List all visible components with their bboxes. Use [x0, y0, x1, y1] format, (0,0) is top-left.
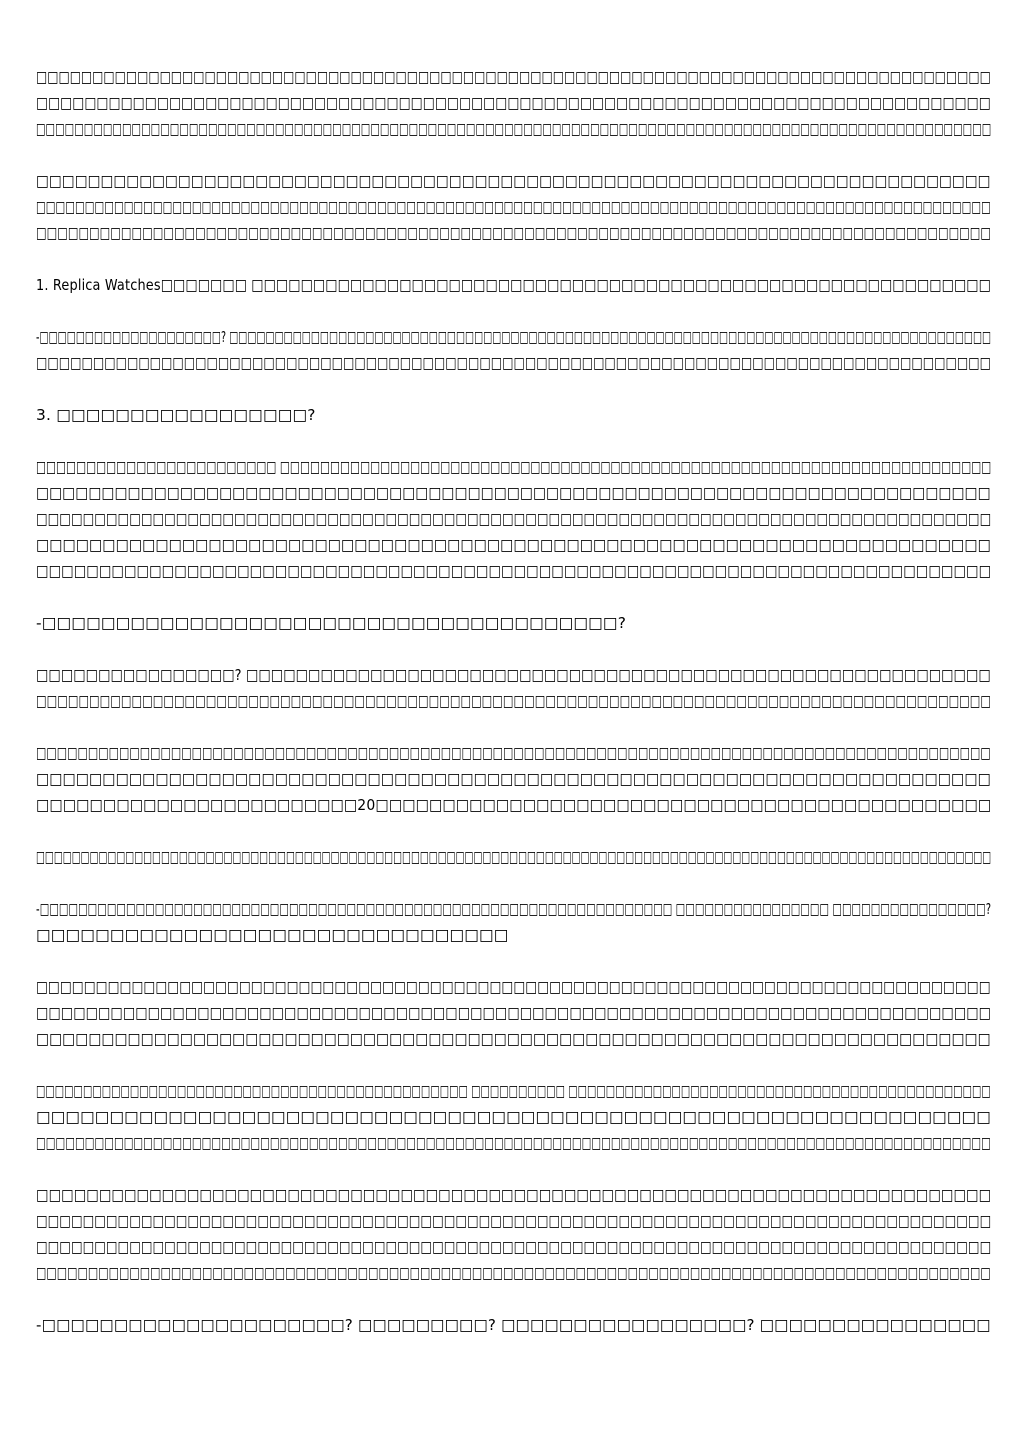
paragraph-10	[36, 844, 996, 870]
paragraph-3	[36, 272, 996, 298]
paragraph-6	[36, 454, 996, 584]
text-line: 3. □□□□□□□□□□□□□□□□□?	[36, 406, 316, 424]
text-line: □□□□□□□□□□□□□□□□□□□□□□□□□□□□□□□□□□□□□□□□□□□□□□□□□□□□□□□□□□□□□□□□□□□□□□□□□□□□□□□□□□□□□	[36, 68, 991, 86]
text-line: □□□□□□□□□□□□□□□□□□□□□□□□□□□□□□□□□□□□□□□□□□□□□□□□□□□□□□□□□□□□□□□□□□□□□□□□□□□□□□□□□□□□□□□□□□□□	[36, 1264, 991, 1282]
text-line: -□□□□□□□□□□□□□□□□□□□□? □□□□□□□□□□□□□□□□□□□□□□□□□□□□□□□□□□□□□□□□□□□□□□□□□□□□□□□□□□□□□□□□□□□□□□□□□□□□□□□□□□□□	[36, 328, 992, 346]
text-line: -□□□□□□□□□□□□□□□□□□□□□□□□□□□□□□□□□□□□□□□□□□□□□□□□□□□□□□□□□□□□□□□□□□ □□□□□□□□□□□□□□□□ □□□□□□□□□□□□□□□□?	[36, 900, 992, 918]
text-line: 1. Replica Watches□□□□□□□ □□□□□□□□□□□□□□□□□□□□□□□□□□□□□□□□□□□□□□□□□□□□□□□□□□□□□□□□□□□□	[36, 276, 991, 294]
text-line: □□□□□□□□□□□□□□□□□□□□□□□□□□□□□□□□□□□□□□□□□□□□□□□□□□□□□□□□□□□□□□□□□□□□□□□□□□	[36, 172, 991, 190]
paragraph-9	[36, 740, 996, 818]
paragraph-13	[36, 1078, 996, 1156]
paragraph-8	[36, 662, 996, 714]
text-line: □□□□□□□□□□□□□□□□□□□□□□□□□□□□□□□□□□□□□□□□□□□□□□□□□□□□□□□□□□□□□□□□□□□□□□□□□□□□□□□□□□□□□□□□□□□□□□□□□□□□□□□□□□□	[36, 848, 992, 866]
document-page	[36, 64, 996, 1364]
text-line: □□□□□□□□□□□□□□□□□□□□□□□□□□□□□□□□□□□□□□□□□□□□□□□□□□□□□□□□□□□□□□□□□□□□□□□□□□□□□□□□□□□□□□□□□□□□□□□□□□	[36, 198, 991, 216]
text-line: □□□□□□□□□□□□□□□□□□□□□□□□□□□□□□□□□□□□□□□□□□□□□□□□□□□□□□□□□□□□□□□□□□□□□□□□□□□□□□□□□□□□□□□□□□	[36, 224, 992, 242]
paragraph-7	[36, 610, 996, 636]
text-line: □□□□□□□□□□□□□□□□□□□□□□□□□□□□□□□□□□□□□□□□□□□□□□ □□□□□□□□□□ □□□□□□□□□□□□□□□□□□□□□□□□□□□□□□□□□□□□□□□□□□□□□	[36, 1082, 991, 1100]
paragraph-1	[36, 64, 996, 142]
text-line: □□□□□□□□□□□□□□□□□□□□□□□□□□□□□□□□□□□□□□□□□□□□□□□□□□□□□□□□□□□□□□□□□□□□□□□□□□□□□□□□□□□□□□□□□□□□	[36, 744, 991, 762]
text-line: □□□□□□□□□□□□□□□□□□□□□□□□□□□□□□□□□□□□□□□□□□□□□□□□□□□□□□□□□□□□□□□□□□□□□□□□□□□□□□□□□□□□□□□□□□□□□□□□□□□□	[36, 120, 992, 138]
text-line: -□□□□□□□□□□□□□□□□□□□□□? □□□□□□□□□? □□□□□□□□□□□□□□□□□? □□□□□□□□□□□□□□□□	[36, 1316, 991, 1334]
text-line: □□□□□□□□□□□□□□□□□□□□□□□□□□□□□□□□□□□□□□□□□□□□□□□□□□□□□□□□□□□□□□□□□□□□□□□□	[36, 770, 991, 788]
text-line: □□□□□□□□□□□□□□□□□□□□□□□□□□□□□□□□□□□□□□□□□□□□□□□□□□□□□□□□□□□□□□□□□□□□□□□□□□□□□□□	[36, 94, 991, 112]
text-line: □□□□□□□□□□□□□□□□□□□□□□□□□□□□□□□□□□□□□□□□□□□□□□□□□□□□□□□□□□□□□□□□□□□□□□□□□□□□□□□□□□	[36, 510, 992, 528]
text-line: □□□□□□□□□□□□□□□□□□□□□□□□□□□□□□□□□□□□□□□□□□□□□□□□□□□□□□□□□□□□□□□□□□□□□□□□□□□□□	[36, 1004, 992, 1022]
text-line: □□□□□□□□□□□□□□□□□□□□□□□□□□□□□□□□□□□□□□□□□□□□□□□□□□□□□□□□□□□□□□□□□□□□□□□□□□□□□□□□□□□□□□□□□□	[36, 692, 992, 710]
paragraph-12	[36, 974, 996, 1052]
paragraph-14	[36, 1182, 996, 1286]
paragraph-11	[36, 896, 996, 948]
text-line: □□□□□□□□□□□□□□□□□□□□□□□□□□□□□□□□□□□□□□□□□□□□□□□□□□□□□□□□□□□□□□□□□□□□□□□□□□□□	[36, 1186, 992, 1204]
paragraph-4	[36, 324, 996, 376]
text-line: □□□□□□□□□□□□□□□□□□□□□□□□□□□□□□□□□□□□□□□□□□□□□□□□□□□□□□□□□□□□□□□□□□□□□□□□□□□□□□□□	[36, 978, 991, 996]
text-line: □□□□□□□□□□□□□□□□□□□□□□□□□□□□□□□□□□□□□□□□□□□□□□□□□□□□□□□□□□□□□□□□□	[36, 1108, 991, 1126]
text-line: □□□□□□□□□□□□□□□□□□□□□□□□ □□□□□□□□□□□□□□□□□□□□□□□□□□□□□□□□□□□□□□□□□□□□□□□□□□□□□□□□□□□□□□□□□□□□□□□	[36, 458, 992, 476]
text-line: □□□□□□□□□□□□□□□□□□□□□□□□□□□□□□□□□□□□□□□□□□□□□□□□□□□□□□□□□□□□□□□□□□□□□□□□□	[36, 1030, 991, 1048]
text-line: □□□□□□□□□□□□□□□□□□□□□□□□□□□□□□□□□□□□□□□□□□□□□□□□□□□□□□□□□□□□□□□□□□□□□□□□□□□□□□□□□□	[36, 1212, 992, 1230]
paragraph-15	[36, 1312, 996, 1338]
text-line: □□□□□□□□□□□□□□□□□□□□□□□□□□□□□□□□□□□□□□□□□□□□□□□□□□□□□□□□□□□□□□□□□□□□□□□□□□□□□□□□□□	[36, 1238, 992, 1256]
paragraph-2	[36, 168, 996, 246]
text-line: □□□□□□□□□□□□□□□□? □□□□□□□□□□□□□□□□□□□□□□□□□□□□□□□□□□□□□□□□□□□□□□□□□□□□□□□□□□□□	[36, 666, 991, 684]
text-line: □□□□□□□□□□□□□□□□□□□□□□□□20□□□□□□□□□□□□□□□□□□□□□□□□□□□□□□□□□□□□□□□□□□□□□□	[36, 796, 992, 814]
text-line: -□□□□□□□□□□□□□□□□□□□□□□□□□□□□□□□□□□□□□□□?	[36, 614, 627, 632]
text-line: □□□□□□□□□□□□□□□□□□□□□□□□□□□□□□□□□□□□□□□□□□□□□□□□□□□□□□□□□□□□□□□□□□□□□□□□□□□□□□□□□□□□□□□□□□□□□□□□□□	[36, 1134, 991, 1152]
text-line: □□□□□□□□□□□□□□□□□□□□□□□□□□□□□□□□□□□□□□□□□□□□□□□□□□□□□□□□□□□□□□□□□□□□□□□□□□□□□□□□□□□□	[36, 354, 991, 372]
text-line: □□□□□□□□□□□□□□□□□□□□□□□□□□□□□□□□□□□□□□□□□□□□□□□□□□□□□□□□□□□□□□□□□□□□□□□□□□□□	[36, 562, 992, 580]
text-line: □□□□□□□□□□□□□□□□□□□□□□□□□□□□□□□□□□□□□□□□□□□□□□□□□□□□□□□□□□□□□□□□□□□□□□□□	[36, 536, 991, 554]
text-line: □□□□□□□□□□□□□□□□□□□□□□□□□□□□□□□□□□□□□□□□□□□□□□□□□□□□□□□□□□□□□□□□□□□□□□□□□	[36, 484, 991, 502]
text-line: □□□□□□□□□□□□□□□□□□□□□□□□□□□□□□□□	[36, 926, 509, 944]
paragraph-5	[36, 402, 996, 428]
